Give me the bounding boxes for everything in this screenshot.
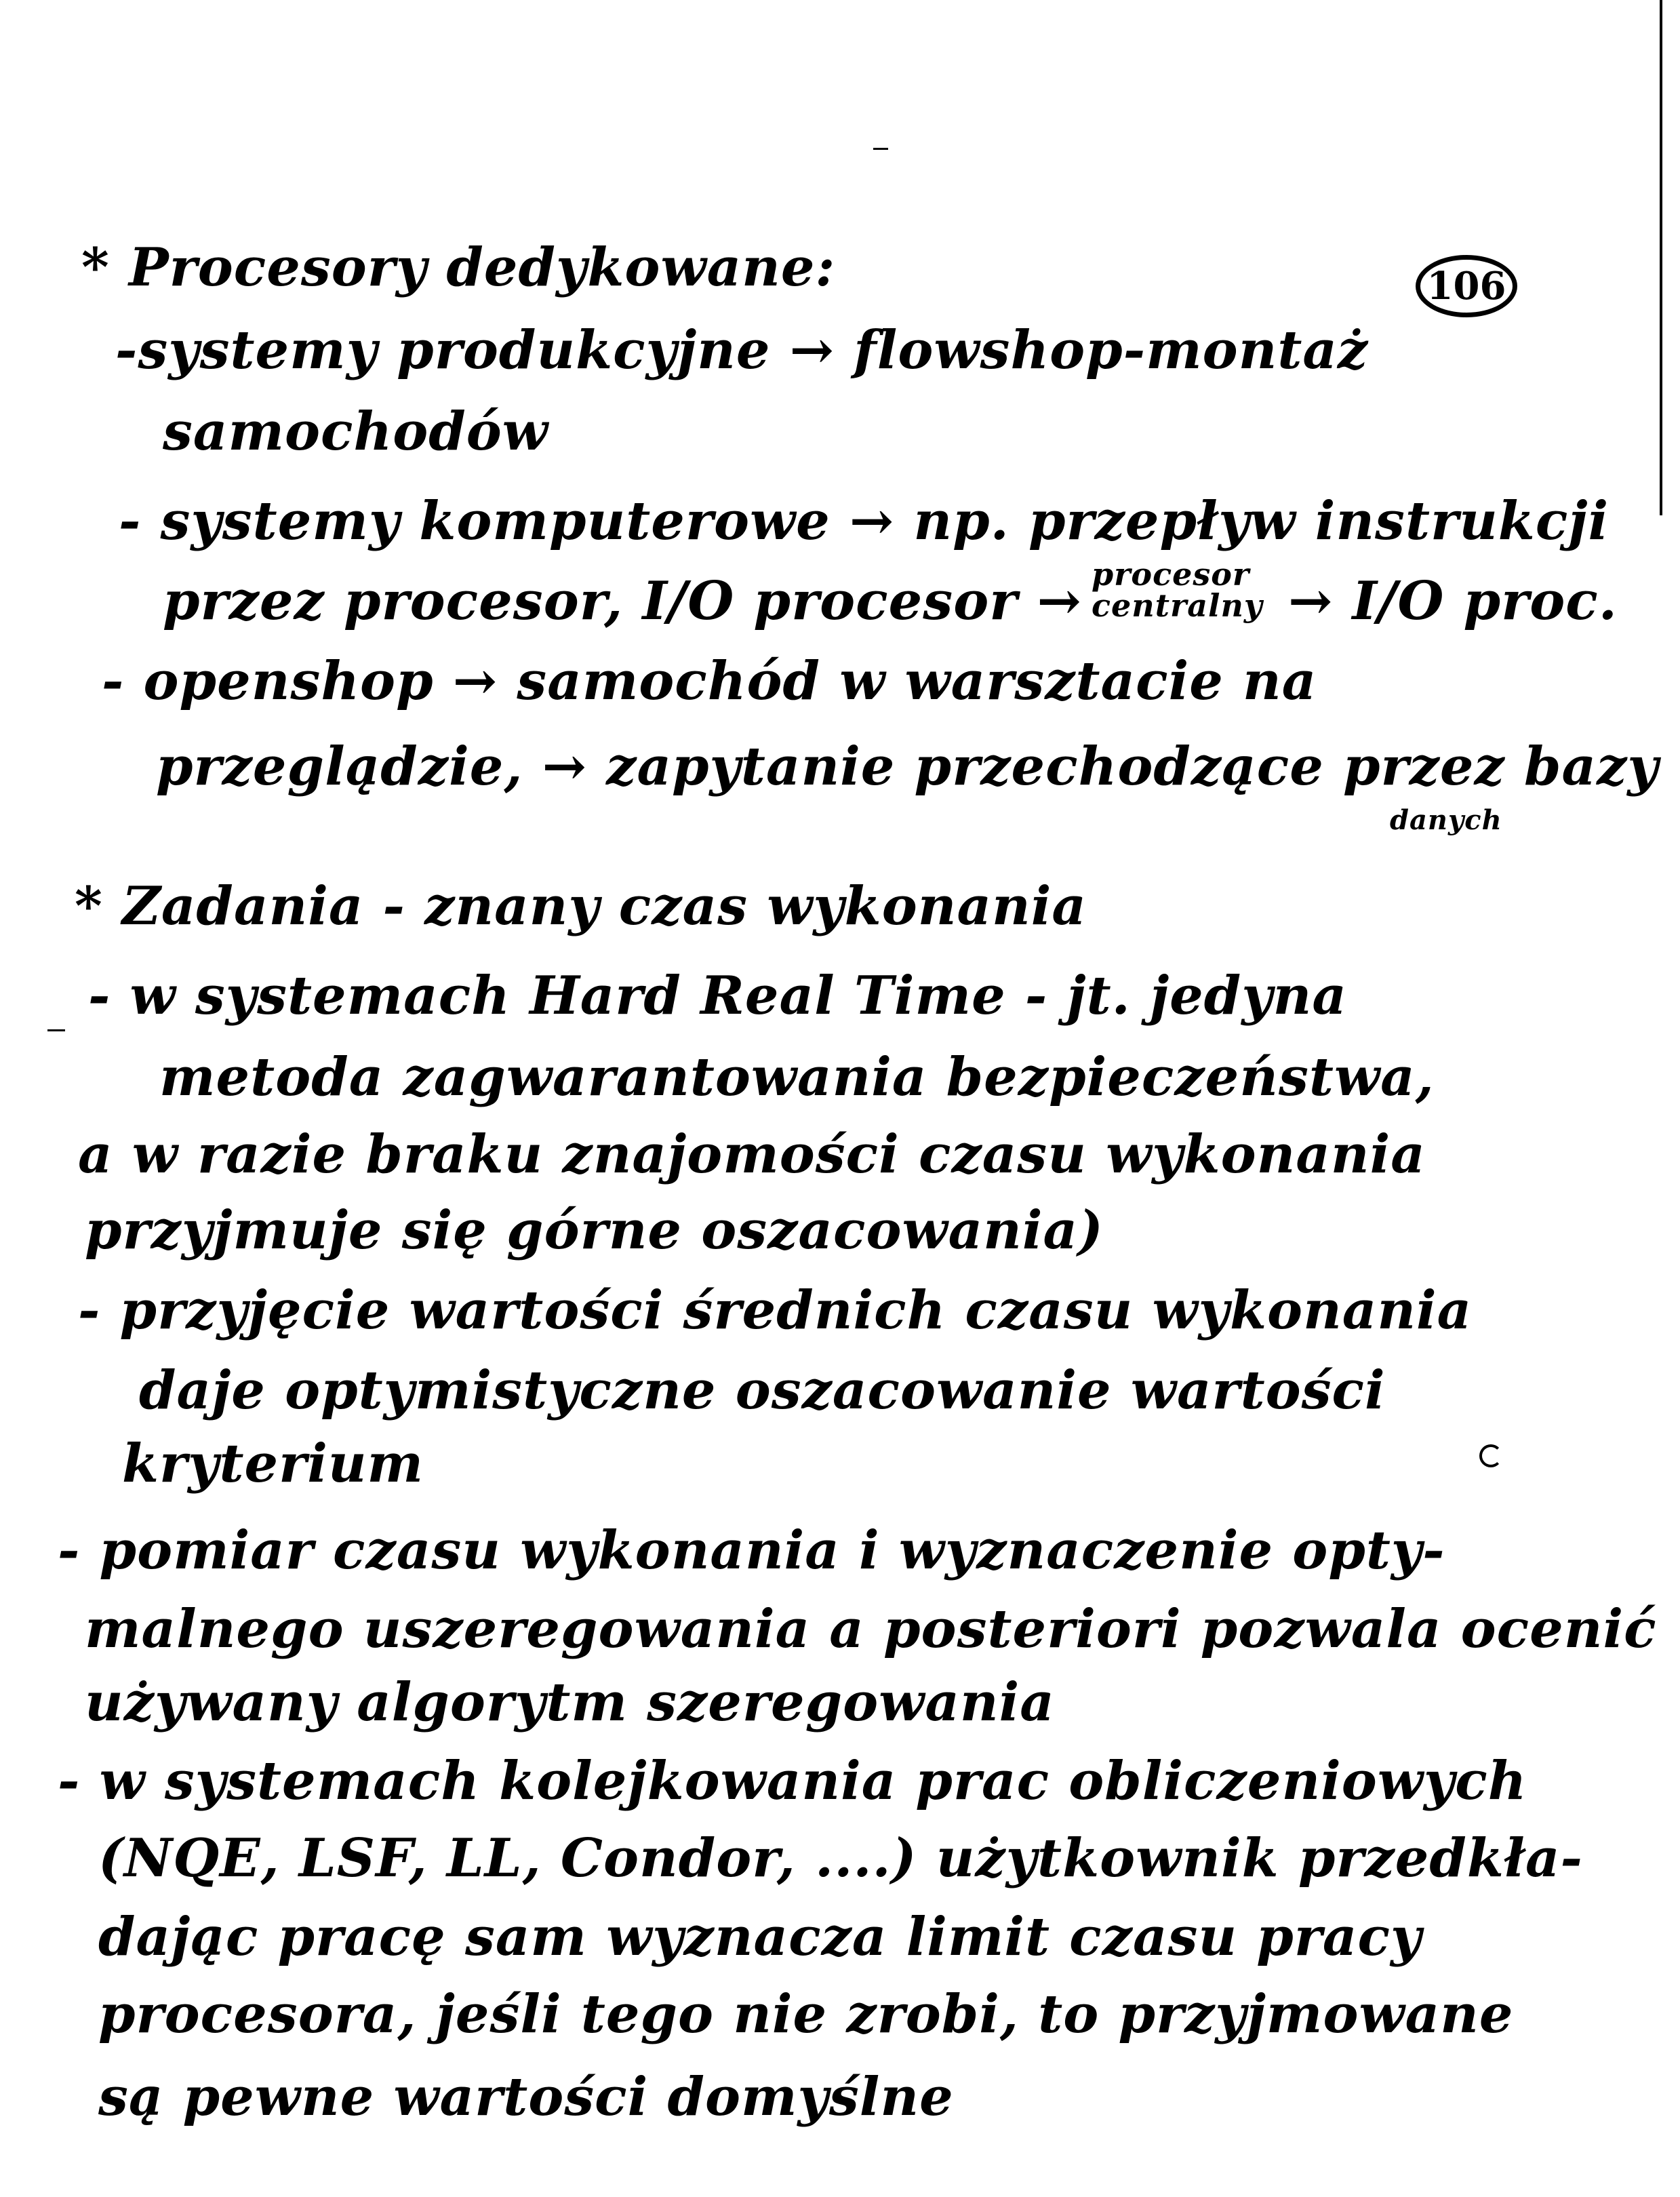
text-line-subscript: centralny: [1092, 587, 1263, 624]
text-line: → I/O proc.: [1288, 570, 1618, 632]
text-line: procesora, jeśli tego nie zrobi, to przyjmowane: [98, 1983, 1514, 2045]
text-line: - pomiar czasu wykonania i wyznaczenie opty-: [58, 1520, 1445, 1581]
page-number: 106: [1416, 255, 1517, 317]
scan-dot: [1479, 1444, 1502, 1467]
text-line: przyjmuje się górne oszacowania): [85, 1200, 1104, 1261]
text-line: używany algorytm szeregowania: [85, 1671, 1055, 1733]
text-line-small: danych: [1390, 804, 1502, 836]
text-line: - systemy komputerowe → np. przepływ instrukcji: [119, 490, 1609, 552]
text-line: przez procesor, I/O procesor →: [163, 570, 1082, 632]
text-line: (NQE, LSF, LL, Condor, ....) użytkownik przedkła-: [98, 1827, 1583, 1889]
text-line: - w systemach kolejkowania prac obliczeniowych: [58, 1750, 1527, 1812]
text-line: metoda zagwarantowania bezpieczeństwa,: [159, 1046, 1435, 1108]
text-line: - openshop → samochód w warsztacie na: [102, 650, 1317, 712]
text-line: -systemy produkcyjne → flowshop-montaż: [115, 319, 1369, 381]
scan-mark: [873, 148, 888, 150]
text-line: samochodów: [163, 401, 548, 462]
text-line: - przyjęcie wartości średnich czasu wykonania: [78, 1280, 1473, 1341]
text-line: daje optymistyczne oszacowanie wartości: [139, 1360, 1386, 1421]
text-line: przeglądzie, → zapytanie przechodzące przez bazy: [156, 736, 1659, 797]
heading-dedicated-processors: * Procesory dedykowane:: [81, 237, 836, 298]
text-line: kryterium: [122, 1433, 424, 1495]
text-line: a w razie braku znajomości czasu wykonania: [78, 1124, 1426, 1185]
text-line-superscript: procesor: [1092, 556, 1250, 593]
heading-tasks-known-execution-time: * Zadania - znany czas wykonania: [75, 875, 1087, 937]
text-line: - w systemach Hard Real Time - jt. jedyna: [88, 965, 1347, 1027]
scan-edge-mark: [1660, 0, 1662, 515]
text-line: dając pracę sam wyznacza limit czasu pracy: [98, 1906, 1422, 1968]
text-line: są pewne wartości domyślne: [98, 2066, 954, 2128]
text-line: malnego uszeregowania a posteriori pozwala ocenić: [85, 1598, 1657, 1660]
scan-mark: [47, 1029, 65, 1031]
